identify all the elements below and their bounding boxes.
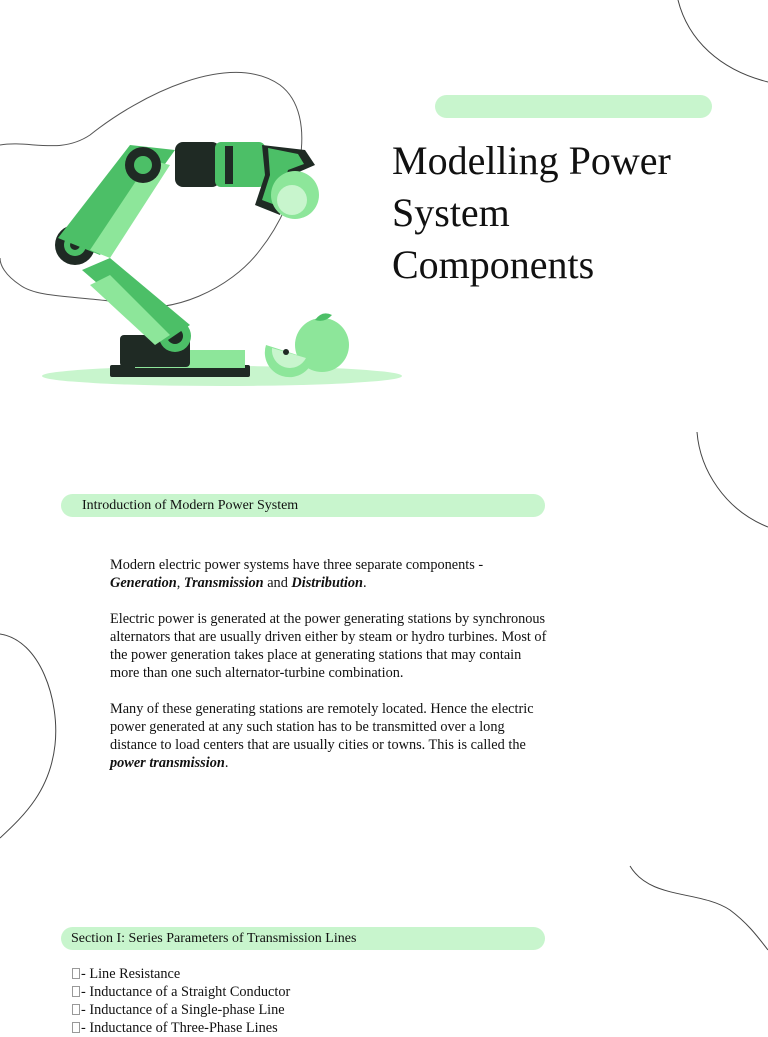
list-item-text: - Inductance of a Straight Conductor: [81, 984, 291, 1000]
term-distribution: Distribution: [291, 575, 363, 591]
title-line-3: Components: [392, 242, 595, 287]
section-heading-series-parameters: Section I: Series Parameters of Transmission Lines: [61, 927, 545, 950]
term-power-transmission: power transmission: [110, 755, 225, 771]
intro-paragraph-1: [110, 556, 550, 592]
title-line-1: Modelling Power: [392, 138, 671, 183]
list-item: [72, 965, 532, 983]
introduction-body: [110, 556, 550, 790]
intro-p1-end: .: [362, 575, 367, 591]
title-line-2: System: [392, 190, 510, 235]
intro-p3-text: Many of these generating stations are remotely located. Hence the electric power generated at any such station has to be transmitted over a long distance to load centers that are usually cities or towns. This is called the: [110, 701, 534, 753]
term-generation: Generation: [110, 575, 177, 591]
missing-glyph-icon: [72, 1004, 80, 1015]
intro-p3-end: .: [224, 755, 229, 771]
title-accent-bar: [435, 95, 712, 118]
intro-paragraph-2: Electric power is generated at the power generating stations by synchronous alternators that are usually driven either by steam or hydro turbines. Most of the power generation takes place at generating stations that may contain more than one such alternator-turbine combination.: [110, 611, 547, 681]
list-item: [72, 1001, 532, 1019]
missing-glyph-icon: [72, 986, 80, 997]
page-title: [392, 135, 752, 291]
list-item: [72, 983, 532, 1001]
list-item: [72, 1019, 532, 1037]
missing-glyph-icon: [72, 968, 80, 979]
section-heading-introduction: Introduction of Modern Power System: [61, 494, 545, 517]
list-item-text: - Inductance of Three-Phase Lines: [81, 1020, 278, 1036]
intro-and: and: [263, 575, 292, 591]
section-1-topic-list: [72, 965, 532, 1037]
list-item-text: - Inductance of a Single-phase Line: [81, 1002, 285, 1018]
list-item-text: - Line Resistance: [81, 966, 181, 982]
intro-p1-text: Modern electric power systems have three separate components -: [110, 557, 484, 573]
intro-paragraph-3: [110, 700, 550, 772]
robot-arm-illustration: [30, 120, 420, 390]
robot-lower-arm: [82, 258, 190, 342]
term-transmission: Transmission: [183, 575, 264, 591]
intro-sep: ,: [176, 575, 184, 591]
